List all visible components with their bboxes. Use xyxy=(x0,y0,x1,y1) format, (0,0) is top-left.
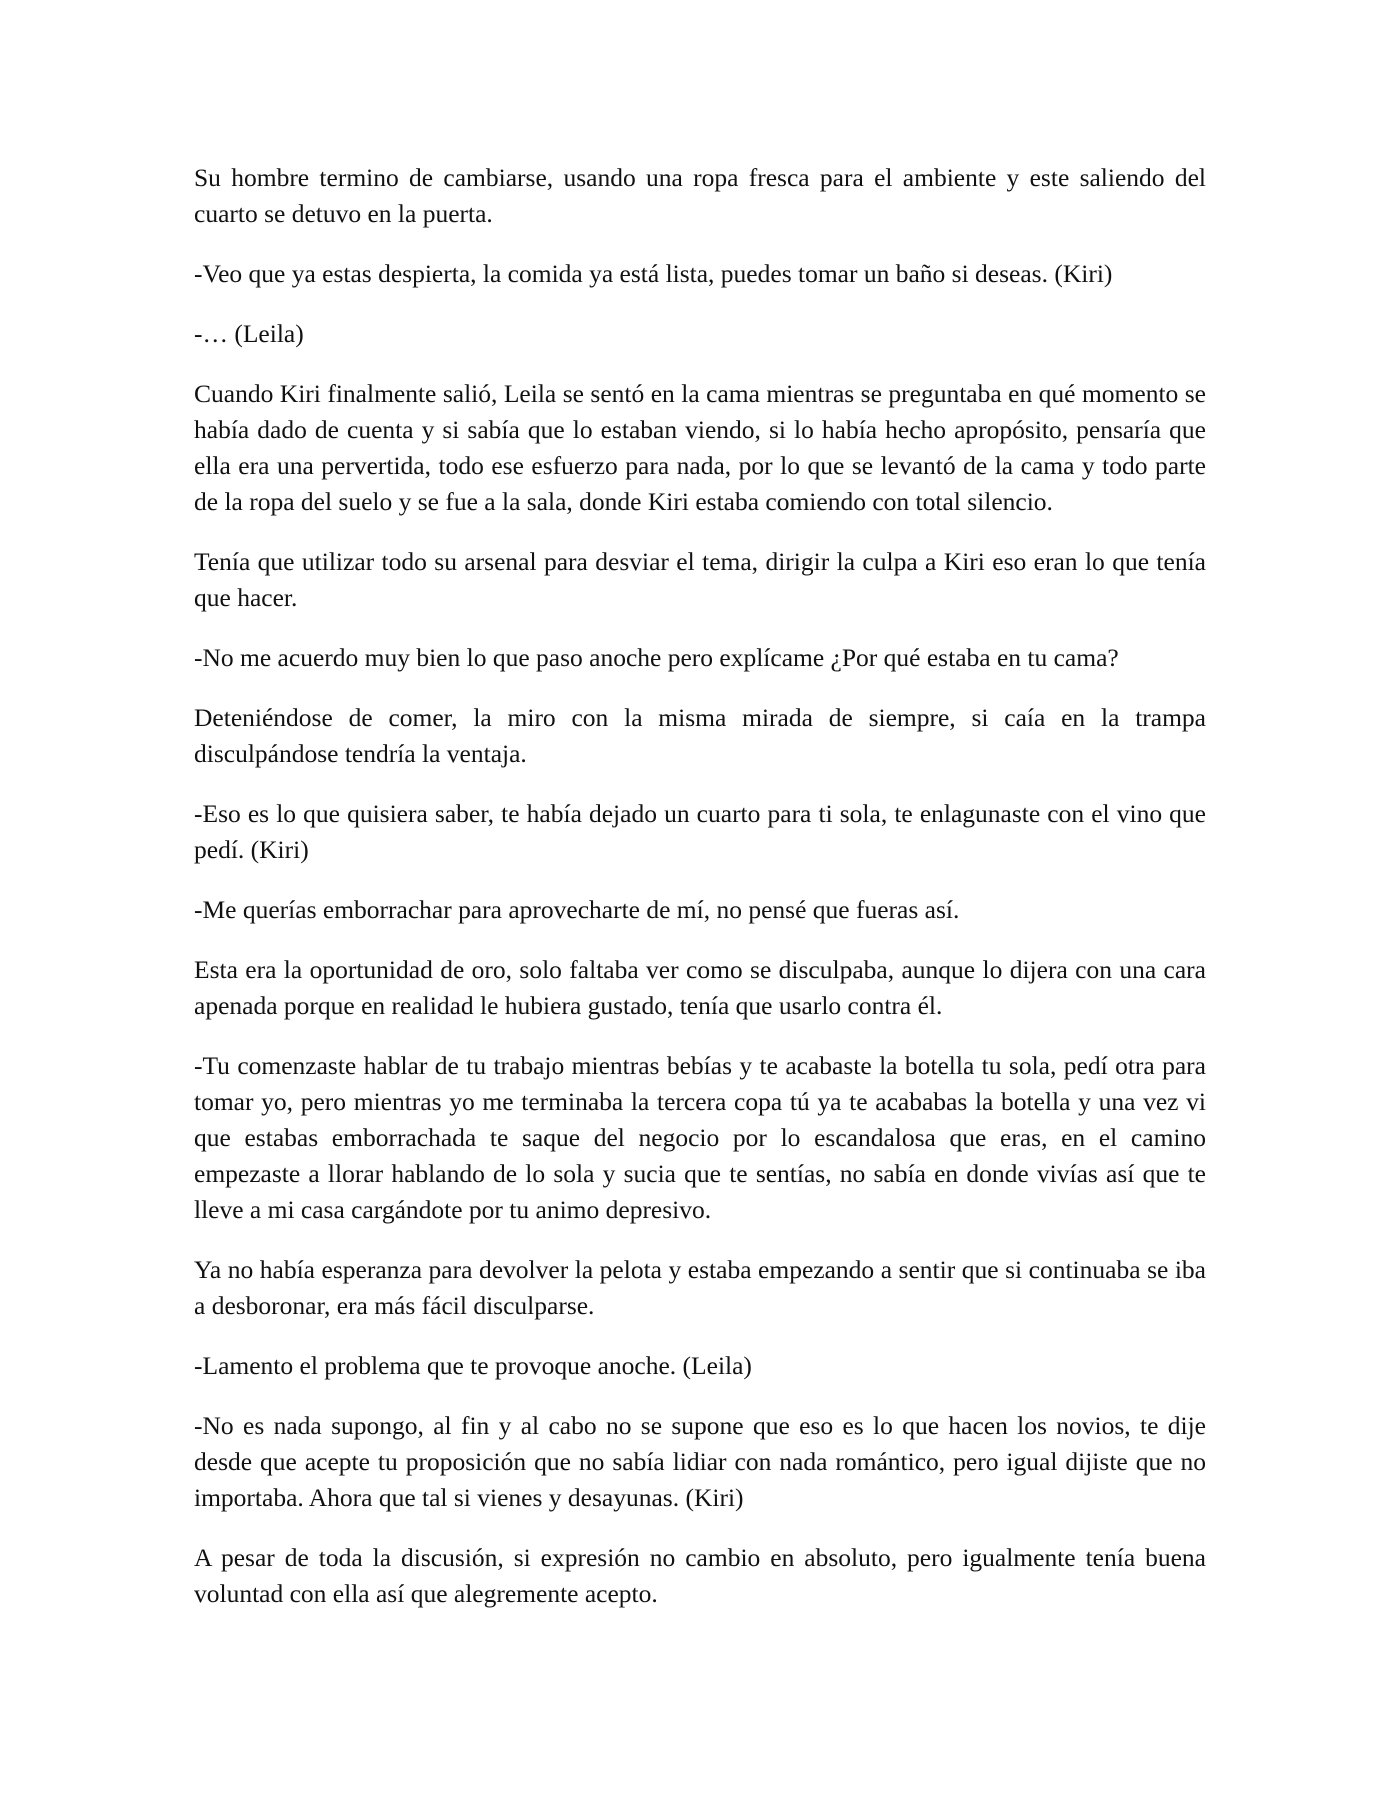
dialogue-paragraph: -No me acuerdo muy bien lo que paso anoche pero explícame ¿Por qué estaba en tu cama? xyxy=(194,643,1119,672)
dialogue-paragraph: -… (Leila) xyxy=(194,319,304,348)
dialogue-paragraph: -Tu comenzaste hablar de tu trabajo mientras bebías y te acabaste la botella tu sola, pedí otra para tomar yo, pero mientras yo me terminaba la tercera copa tú ya te acababas la botella y una vez vi que estabas emborrachada te saque del negocio por lo escandalosa que eras, en el camino empezaste a llorar hablando de lo sola y sucia que te sentías, no sabía en donde vivías así que te lleve a mi casa cargándote por tu animo depresivo. xyxy=(194,1051,1206,1224)
paragraph: Ya no había esperanza para devolver la pelota y estaba empezando a sentir que si continuaba se iba a desboronar, era más fácil disculparse. xyxy=(194,1255,1206,1320)
document-body xyxy=(194,160,1206,1636)
paragraph: Esta era la oportunidad de oro, solo faltaba ver como se disculpaba, aunque lo dijera con una cara apenada porque en realidad le hubiera gustado, tenía que usarlo contra él. xyxy=(194,955,1206,1020)
paragraph: Deteniéndose de comer, la miro con la misma mirada de siempre, si caía en la trampa disculpándose tendría la ventaja. xyxy=(194,703,1206,768)
paragraph: Su hombre termino de cambiarse, usando una ropa fresca para el ambiente y este saliendo del cuarto se detuvo en la puerta. xyxy=(194,163,1206,228)
paragraph: A pesar de toda la discusión, si expresión no cambio en absoluto, pero igualmente tenía buena voluntad con ella así que alegremente acepto. xyxy=(194,1543,1206,1608)
dialogue-paragraph: -Me querías emborrachar para aprovecharte de mí, no pensé que fueras así. xyxy=(194,895,960,924)
dialogue-paragraph: -Eso es lo que quisiera saber, te había dejado un cuarto para ti sola, te enlagunaste con el vino que pedí. (Kiri) xyxy=(194,799,1206,864)
dialogue-paragraph: -No es nada supongo, al fin y al cabo no se supone que eso es lo que hacen los novios, te dije desde que acepte tu proposición que no sabía lidiar con nada romántico, pero igual dijiste que no importaba. Ahora que tal si vienes y desayunas. (Kiri) xyxy=(194,1411,1206,1512)
paragraph: Cuando Kiri finalmente salió, Leila se sentó en la cama mientras se preguntaba en qué momento se había dado de cuenta y si sabía que lo estaban viendo, si lo había hecho apropósito, pensaría que ella era una pervertida, todo ese esfuerzo para nada, por lo que se levantó de la cama y todo parte de la ropa del suelo y se fue a la sala, donde Kiri estaba comiendo con total silencio. xyxy=(194,379,1206,516)
paragraph: Tenía que utilizar todo su arsenal para desviar el tema, dirigir la culpa a Kiri eso eran lo que tenía que hacer. xyxy=(194,547,1206,612)
dialogue-paragraph: -Lamento el problema que te provoque anoche. (Leila) xyxy=(194,1351,752,1380)
dialogue-paragraph: -Veo que ya estas despierta, la comida ya está lista, puedes tomar un baño si deseas. (Kiri) xyxy=(194,259,1113,288)
